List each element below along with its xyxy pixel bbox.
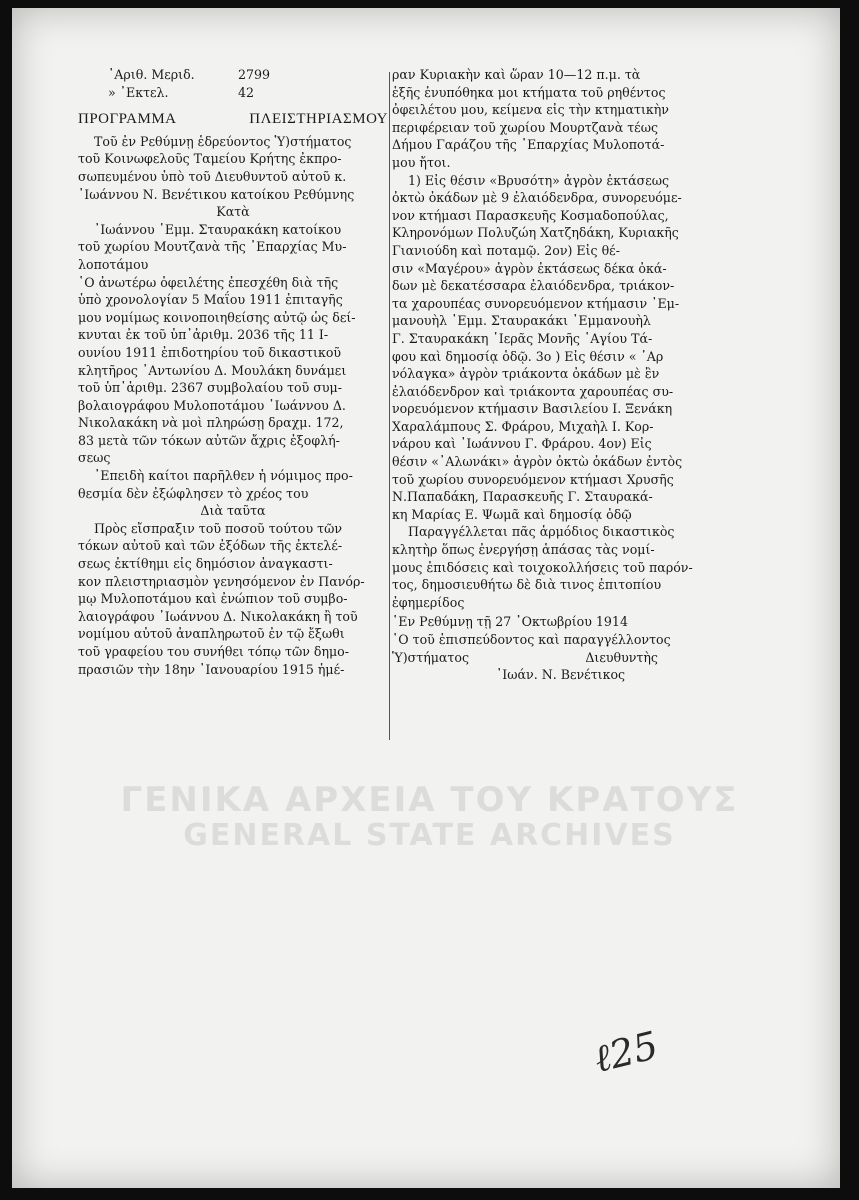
text-line: ἑξῆς ἐνυπόθηκα μοι κτήματα τοῦ ρηθέντος [392,84,666,100]
text-line: Γιανιούδη καὶ ποταμῷ. 2ον) Εἰς θέ- [392,242,620,258]
watermark-greek: ΓΕΝΙΚΑ ΑΡΧΕΙΑ ΤΟΥ ΚΡΑΤΟΥΣ [120,780,739,820]
reference-numbers [108,66,388,101]
text-line: νάρου καὶ ᾽Ιωάννου Γ. Φράρου. 4ον) Εἰς [392,436,652,452]
text-line: τοῦ Κοινωφελοῦς Ταμείου Κρήτης ἐκπρο- [78,151,342,167]
text-line: δων μὲ δεκατέσσαρα ἐλαιόδενδρα, τριάκον- [392,278,675,294]
text-line: ουνίου 1911 ἐπιδοτηρίου τοῦ δικαστικοῦ [78,344,342,360]
text-line: σεως [78,450,111,466]
text-line: τος, δημοσιευθήτω δὲ διὰ τινος ἐπιτοπίου [392,577,662,593]
signature-name: ᾽Ιωάν. Ν. Βενέτικος [496,667,626,683]
watermark-english: GENERAL STATE ARCHIVES [183,818,676,853]
signature-office: Ὑ)στήματος [392,649,470,665]
text-line: Δήμου Γαράζου τῆς ᾽Επαρχίας Μυλοποτά- [392,137,665,153]
text-line: Ν.Παπαδάκη, Παρασκευῆς Γ. Σταυρακά- [392,489,653,505]
dia-tauta-heading: Διὰ ταῦτα [200,503,266,519]
handwritten-mark: ℓ25 [589,1022,663,1082]
date-line: ῾Εν Ρεθύμνῃ τῇ 27 ᾽Οκτωβρίου 1914 [392,614,628,630]
text-line: μους ἐπιδόσεις καὶ τοιχοκολλήσεις τοῦ παρόν- [392,559,693,575]
text-line: θέσιν «᾽Αλωνάκι» ἀγρὸν ὀκτὼ ὀκάδων ἐντὸς [392,454,683,470]
text-line: 1) Εἰς θέσιν «Βρυσότη» ἀγρὸν ἐκτάσεως [408,172,670,188]
text-line: φου καὶ δημοσίᾳ ὁδῷ. 3ο ) Εἰς θέσιν « ᾽Αρ [392,348,664,364]
text-line: ὀφειλέτου μου, κείμενα εἰς τὴν κτηματικὴν [392,102,669,118]
text-line: Νικολακάκη νὰ μοὶ πληρώσῃ δραχμ. 172, [78,415,344,431]
signature-line-1: ῾Ο τοῦ ἐπισπεύδοντος καὶ παραγγέλλοντος [392,632,671,647]
text-line: κλητῆρος ᾽Αντωνίου Δ. Μουλάκη δυνάμει [78,362,347,378]
text-line: ἐλαιόδενδρον καὶ τριάκοντα χαρουπέας συ- [392,383,674,399]
column-divider [389,72,390,740]
text-line: Πρὸς εἴσπραξιν τοῦ ποσοῦ τούτου τῶν [94,520,343,536]
text-line: μανουὴλ ᾽Εμμ. Σταυρακάκι ᾽Εμμανουὴλ [392,313,651,329]
text-line: νον κτήμασι Παρασκευῆς Κοσμαδοπούλας, [392,207,669,223]
heading-word-1: ΠΡΟΓΡΑΜΜΑ [78,111,177,128]
text-line: λαιογράφου ᾽Ιωάννου Δ. Νικολακάκη ἢ τοῦ [78,608,358,624]
text-line: βολαιογράφου Μυλοποτάμου ᾽Ιωάννου Δ. [78,397,346,413]
text-line: περιφέρειαν τοῦ χωρίου Μουρτζανὰ τέως [392,119,659,135]
text-line: τοῦ χωρίου συνορευόμενον κτήμασι Χρυσῆς [392,471,674,487]
text-line: τοῦ χωρίου Μουτζανὰ τῆς ᾽Επαρχίας Μυ- [78,239,347,255]
text-line: λοποτάμου [78,256,149,272]
text-line: 83 μετὰ τῶν τόκων αὐτῶν ἄχρις ἐξοφλή- [78,432,340,448]
text-line: ῾Ο ἀνωτέρω ὀφειλέτης ἐπεσχέθη διὰ τῆς [78,274,339,290]
text-line: τοῦ ὑπ᾽ἀριθμ. 2367 συμβολαίου τοῦ συμ- [78,380,342,396]
reference-value-1: 2799 [238,67,271,82]
text-line: ἐφημερίδος [392,594,465,610]
text-line: Χαραλάμπους Σ. Φράρου, Μιχαὴλ Ι. Κορ- [392,418,654,434]
text-line: τοῦ γραφείου του συνήθει τόπῳ τῶν δημο- [78,644,350,659]
text-line: Τοῦ ἐν Ρεθύμνῃ ἑδρεύοντος Ὑ)στήματος [94,133,352,149]
text-line: κη Μαρίας Ε. Ψωμᾶ καὶ δημοσίᾳ ὁδῷ [392,506,632,522]
signature-title: Διευθυντὴς [585,649,658,665]
text-line: νόλαγκα» ἀγρὸν τριάκοντα ὀκάδων μὲ ἓν [392,366,660,382]
document-heading [78,111,388,129]
kata-heading: Κατὰ [216,204,250,220]
text-line: μῳ Μυλοποτάμου καὶ ἐνώπιον τοῦ συμβο- [78,591,348,607]
text-line: μου ἤτοι. [392,154,451,170]
text-line: Κληρονόμων Πολυζώη Χατζηδάκη, Κυριακῆς [392,225,679,241]
text-line: κον πλειστηριασμὸν γενησόμενον ἐν Πανόρ- [78,573,365,589]
text-line: τα χαρουπέας συνορευόμενον κτήμασιν ᾽Εμ- [392,295,680,311]
text-line: νομίμου αὐτοῦ ἀναπληρωτοῦ ἐν τῷ ἔξωθι [78,626,345,642]
text-line: μου νομίμως κοινοποιηθείσης αὐτῷ ὡς δεί- [78,309,356,325]
reference-label-1: ᾽Αριθ. Μεριδ. [108,67,195,82]
text-line: ᾽Επειδὴ καίτοι παρῆλθεν ἡ νόμιμος προ- [94,468,353,484]
signature-line-2 [392,649,698,667]
text-line: σιν «Μαγέρου» ἀγρὸν ἐκτάσεως δέκα ὀκά- [392,260,667,276]
text-line: σωπευμένου ὑπὸ τοῦ Διευθυντοῦ αὐτοῦ κ. [78,168,347,184]
text-line: ᾽Ιωάννου ῾Εμμ. Σταυρακάκη κατοίκου [94,221,342,237]
text-line: θεσμία δὲν ἐξώφλησεν τὸ χρέος του [78,485,309,501]
text-line: Παραγγέλλεται πᾶς ἁρμόδιος δικαστικὸς [408,524,675,540]
heading-word-2: ΠΛΕΙΣΤΗΡΙΑΣΜΟΥ [249,111,388,128]
left-column [78,66,388,678]
text-line: σεως ἐκτίθημι εἰς δημόσιον ἀναγκαστι- [78,556,333,572]
text-line: κλητὴρ ὅπως ἐνεργήσῃ ἁπάσας τὰς νομί- [392,542,655,558]
text-line: κνυται ἐκ τοῦ ὑπ᾽ἀριθμ. 2036 τῆς 11 Ι- [78,327,329,343]
text-line: ὀκτὼ ὀκάδων μὲ 9 ἐλαιόδενδρα, συνορευόμε- [392,190,682,206]
text-line: ραν Κυριακὴν καὶ ὥραν 10—12 π.μ. τὰ [392,67,641,82]
reference-label-2: » ᾽Εκτελ. [108,84,169,100]
text-line: νορευόμενον κτήμασιν Βασιλείου Ι. Ξενάκη [392,401,673,417]
reference-value-2: 42 [238,84,255,100]
text-line: ᾽Ιωάννου Ν. Βενέτικου κατοίκου Ρεθύμνης [78,186,355,202]
text-line: Γ. Σταυρακάκη ῾Ιερᾶς Μονῆς ῾Αγίου Τά- [392,330,653,346]
text-line: τόκων αὐτοῦ καὶ τῶν ἐξόδων τῆς ἐκτελέ- [78,538,343,554]
text-line: πρασιῶν τὴν 18ην ᾽Ιανουαρίου 1915 ἡμέ- [78,661,345,677]
signature-block [392,613,698,683]
text-line: ὑπὸ χρονολογίαν 5 Μαΐου 1911 ἐπιταγῆς [78,292,343,308]
right-column [392,66,698,684]
